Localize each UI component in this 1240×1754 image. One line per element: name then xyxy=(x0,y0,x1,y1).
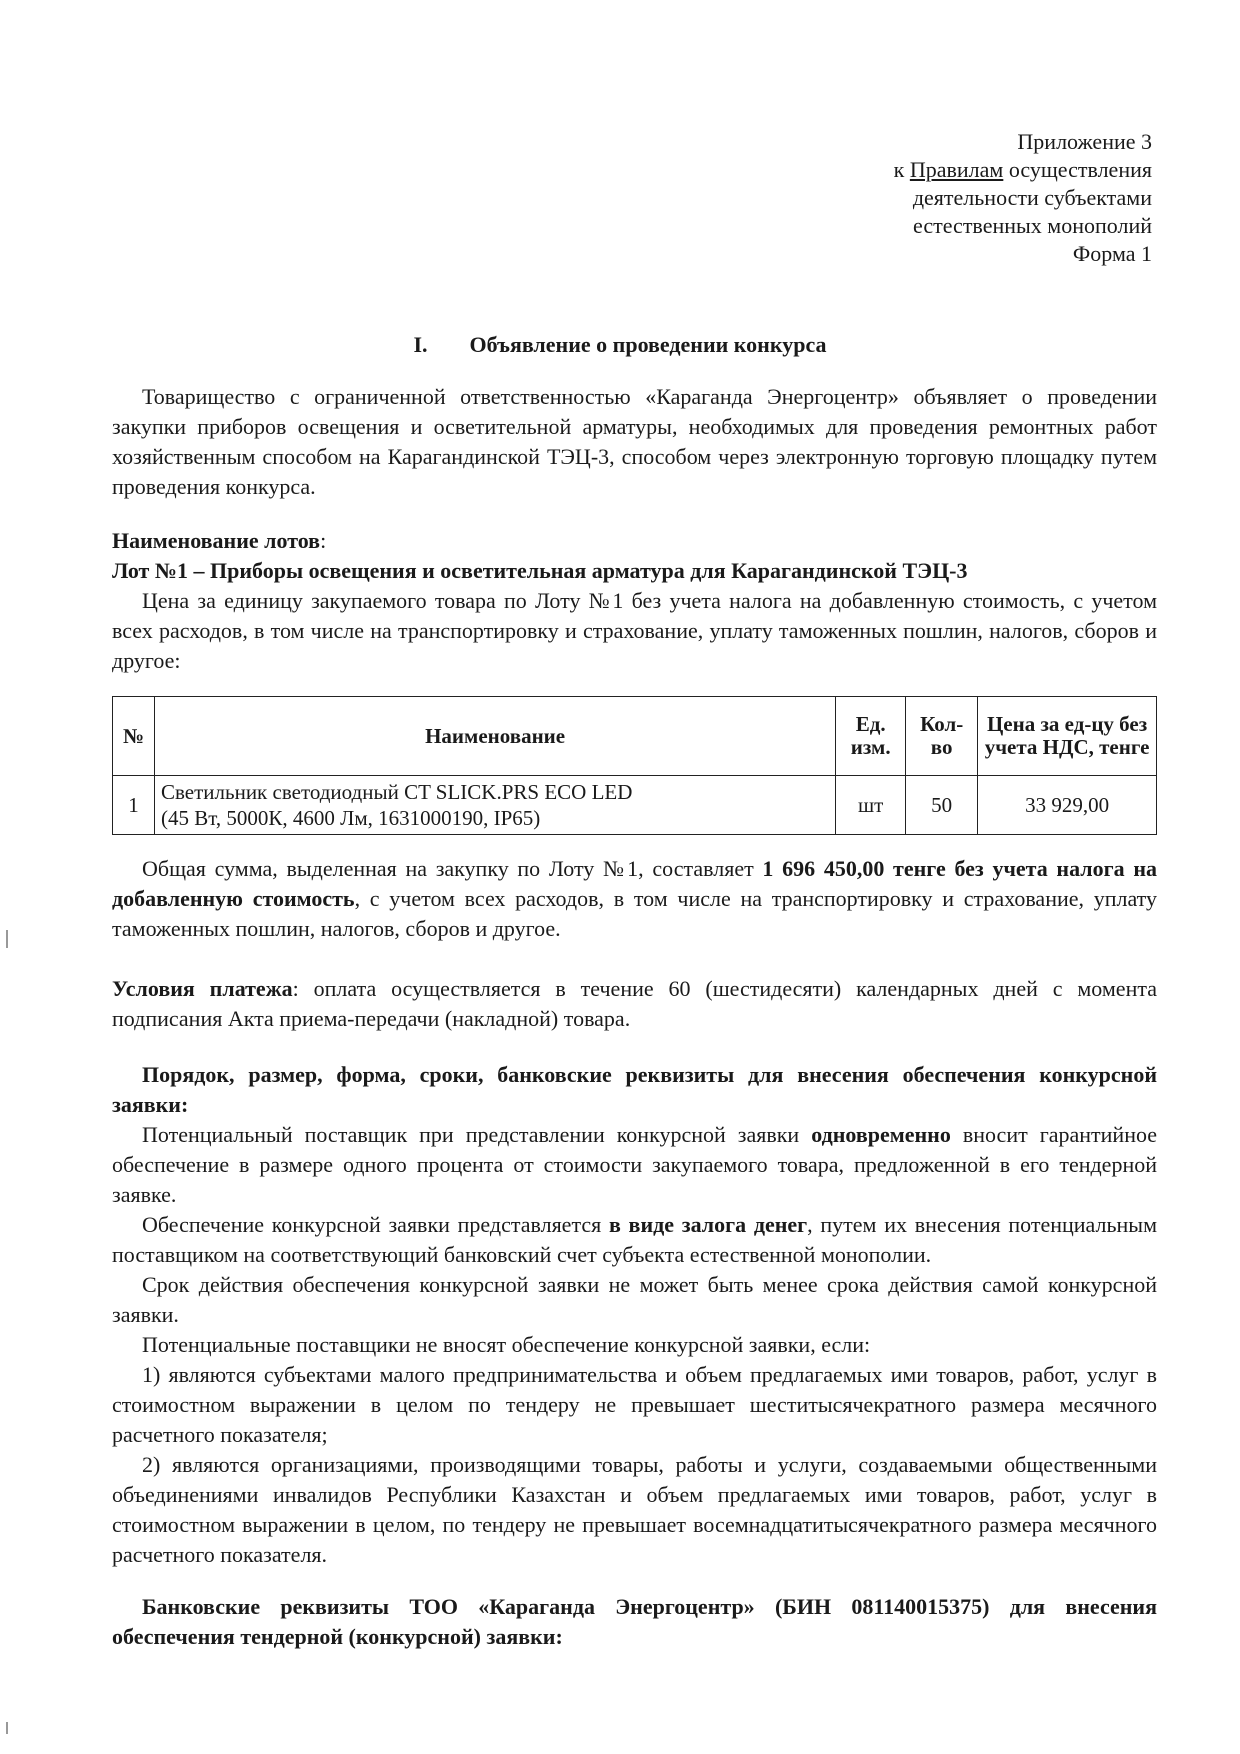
section-heading: Объявление о проведении конкурса xyxy=(469,332,827,357)
lot-table xyxy=(112,696,1157,835)
appendix-line-4: естественных монополий xyxy=(913,213,1152,238)
appendix-line-5: Форма 1 xyxy=(1072,241,1152,266)
total-paragraph: Общая сумма, выделенная на закупку по Лоту №1, составляет 1 696 450,00 тенге без учета налога на добавленную стоимость, с учетом всех расходов, в том числе на транспортировку и страхование, уплату таможенных пошлин, налогов, сборов и другое. xyxy=(112,856,1157,941)
payment-paragraph: Условия платежа: оплата осуществляется в течение 60 (шестидесяти) календарных дней с момента подписания Акта приема-передачи (накладной) товара. xyxy=(112,976,1157,1031)
security-heading: Порядок, размер, форма, сроки, банковские реквизиты для внесения обеспечения конкурсной заявки: xyxy=(112,1062,1157,1117)
appendix-line-1: Приложение 3 xyxy=(1017,129,1152,154)
cell-num: 1 xyxy=(113,776,155,835)
section-title xyxy=(0,330,1240,360)
appendix-line-3: деятельности субъектами xyxy=(912,185,1152,210)
lot1-price-note: Цена за единицу закупаемого товара по Лоту №1 без учета налога на добавленную стоимость, с учетом всех расходов, в том числе на транспортировку и страхование, уплату таможенных пошлин, налогов, сборов и другое: xyxy=(112,588,1157,673)
col-header-num: № xyxy=(113,697,155,776)
col-header-price: Цена за ед-цу без учета НДС, тенге xyxy=(978,697,1157,776)
section-number: I. xyxy=(413,332,428,357)
scan-mark xyxy=(6,1722,8,1734)
security-section xyxy=(112,1060,1157,1570)
security-p5: 1) являются субъектами малого предпринимательства и объем предлагаемых ими товаров, работ, услуг в стоимостном выражении в целом по тендеру не превышает шеститысячекратного размера месячного расчетного показателя; xyxy=(112,1362,1157,1447)
table-header-row xyxy=(113,697,1157,776)
cell-unit: шт xyxy=(836,776,906,835)
appendix-line-2: к Правилам осуществления xyxy=(893,157,1152,182)
bank-heading: Банковские реквизиты ТОО «Караганда Энергоцентр» (БИН 081140015375) для внесения обеспечения тендерной (конкурсной) заявки: xyxy=(112,1594,1157,1649)
col-header-qty: Кол-во xyxy=(906,697,978,776)
cell-price: 33 929,00 xyxy=(978,776,1157,835)
appendix-header xyxy=(894,128,1152,268)
cell-qty: 50 xyxy=(906,776,978,835)
rules-link[interactable]: Правилам xyxy=(909,157,1004,182)
intro-paragraph: Товарищество с ограниченной ответственностью «Караганда Энергоцентр» объявляет о проведении закупки приборов освещения и осветительной арматуры, необходимых для проведения ремонтных работ хозяйственным способом на Карагандинской ТЭЦ-3, способом через электронную торговую площадку путем проведения конкурса. xyxy=(112,384,1157,499)
lots-section xyxy=(112,526,1157,676)
col-header-unit: Ед. изм. xyxy=(836,697,906,776)
scan-mark xyxy=(6,930,8,948)
col-header-name: Наименование xyxy=(154,697,835,776)
lot1-title: Лот №1 – Приборы освещения и осветительная арматура для Карагандинской ТЭЦ-3 xyxy=(112,558,968,583)
cell-name: Светильник светодиодный CT SLICK.PRS ECO LED (45 Вт, 5000К, 4600 Лм, 1631000190, IP65) xyxy=(154,776,835,835)
security-p1: Потенциальный поставщик при представлении конкурсной заявки одновременно вносит гарантийное обеспечение в размере одного процента от стоимости закупаемого товара, предложенной в его тендерной заявке. xyxy=(112,1122,1158,1207)
security-p3: Срок действия обеспечения конкурсной заявки не может быть менее срока действия самой конкурсной заявки. xyxy=(112,1272,1157,1327)
security-p2: Обеспечение конкурсной заявки представляется в виде залога денег, путем их внесения потенциальным поставщиком на соответствующий банковский счет субъекта естественной монополии. xyxy=(112,1212,1157,1267)
security-p6: 2) являются организациями, производящими товары, работы и услуги, создаваемыми общественными объединениями инвалидов Республики Казахстан и объем предлагаемых ими товаров, работ, услуг в стоимостном выражении в целом, по тендеру не превышает восемнадцатитысячекратного размера месячного расчетного показателя. xyxy=(112,1452,1157,1567)
security-p4: Потенциальные поставщики не вносят обеспечение конкурсной заявки, если: xyxy=(142,1332,871,1357)
lots-heading: Наименование лотов: xyxy=(112,528,327,553)
payment-label: Условия платежа xyxy=(112,976,293,1001)
table-row xyxy=(113,776,1157,835)
total-amount: 1 696 450,00 тенге без учета налога на добавленную стоимость xyxy=(112,856,1157,911)
